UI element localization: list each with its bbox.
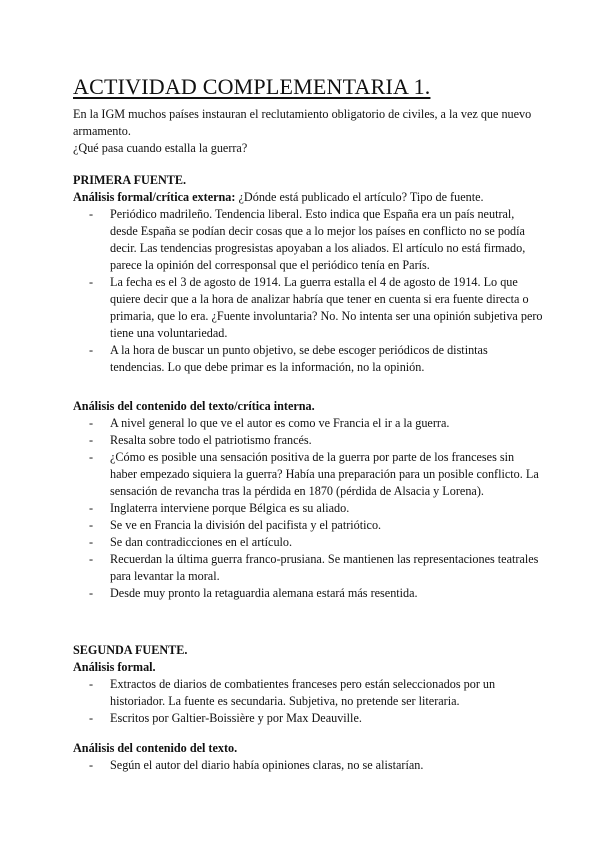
content-analysis-heading: Análisis del contenido del texto/crítica interna. <box>73 399 315 413</box>
first-source-heading: PRIMERA FUENTE. <box>73 173 187 187</box>
formal-analysis-question: ¿Dónde está publicado el artículo? Tipo de fuente. <box>235 190 484 204</box>
list-item: - Periódico madrileño. Tendencia liberal. Esto indica que España era un país neutral, desde España se podían decir cosas que a lo mejor los países en conflicto no se podía decir. Las tendencias progresistas apoyaban a los aliados. El artículo no está firmado, parece la opinión del corresponsal que el periódico tenía en París. <box>73 206 543 274</box>
formal-analysis-label: Análisis formal/crítica externa: <box>73 190 236 204</box>
first-source-formal-list <box>73 206 543 376</box>
intro-line: En la IGM muchos países instauran el reclutamiento obligatorio de civiles, a la vez que nuevo armamento. <box>73 107 532 138</box>
second-source-content-heading: Análisis del contenido del texto. <box>73 741 238 755</box>
list-item: - Desde muy pronto la retaguardia alemana estará más resentida. <box>73 585 543 602</box>
first-source-content-list <box>73 415 543 602</box>
first-source-formal-line <box>73 189 543 206</box>
first-source-content-section <box>73 398 543 602</box>
intro-paragraph <box>73 106 533 157</box>
list-item: - Según el autor del diario había opiniones claras, no se alistarían. <box>73 757 543 774</box>
list-item: - Escritos por Galtier-Boissière y por Max Deauville. <box>73 710 543 727</box>
list-item: - Se dan contradicciones en el artículo. <box>73 534 543 551</box>
second-source-content-section <box>73 740 543 774</box>
second-source-content-list <box>73 757 543 774</box>
second-source-section <box>73 642 543 727</box>
page-title: ACTIVIDAD COMPLEMENTARIA 1. <box>73 74 431 99</box>
list-item: - Inglaterra interviene porque Bélgica es su aliado. <box>73 500 543 517</box>
intro-question: ¿Qué pasa cuando estalla la guerra? <box>73 141 248 155</box>
second-source-formal-list <box>73 676 543 727</box>
list-item: - Extractos de diarios de combatientes franceses pero están seleccionados por un historiador. La fuente es secundaria. Subjetiva, no pretende ser literaria. <box>73 676 543 710</box>
list-item: - A la hora de buscar un punto objetivo, se debe escoger periódicos de distintas tendencias. Lo que debe primar es la información, no la opinión. <box>73 342 543 376</box>
list-item: - A nivel general lo que ve el autor es como ve Francia el ir a la guerra. <box>73 415 543 432</box>
list-item: - La fecha es el 3 de agosto de 1914. La guerra estalla el 4 de agosto de 1914. Lo que quiere decir que a la hora de analizar habría que tener en cuenta si era fuente directa o primaria, que lo era. ¿Fuente involuntaria? No. No intenta ser una opinión subjetiva pero tiene una voluntariedad. <box>73 274 543 342</box>
list-item: - Se ve en Francia la división del pacifista y el patriótico. <box>73 517 543 534</box>
second-source-formal-heading: Análisis formal. <box>73 660 156 674</box>
list-item: - Recuerdan la última guerra franco-prusiana. Se mantienen las representaciones teatrales para levantar la moral. <box>73 551 543 585</box>
second-source-heading: SEGUNDA FUENTE. <box>73 643 188 657</box>
list-item: - ¿Cómo es posible una sensación positiva de la guerra por parte de los franceses sin haber empezado siquiera la guerra? Había una preparación para un posible conflicto. La sensación de revancha tras la pérdida en 1870 (pérdida de Alsacia y Lorena). <box>73 449 543 500</box>
first-source-section <box>73 172 543 376</box>
list-item: - Resalta sobre todo el patriotismo francés. <box>73 432 543 449</box>
